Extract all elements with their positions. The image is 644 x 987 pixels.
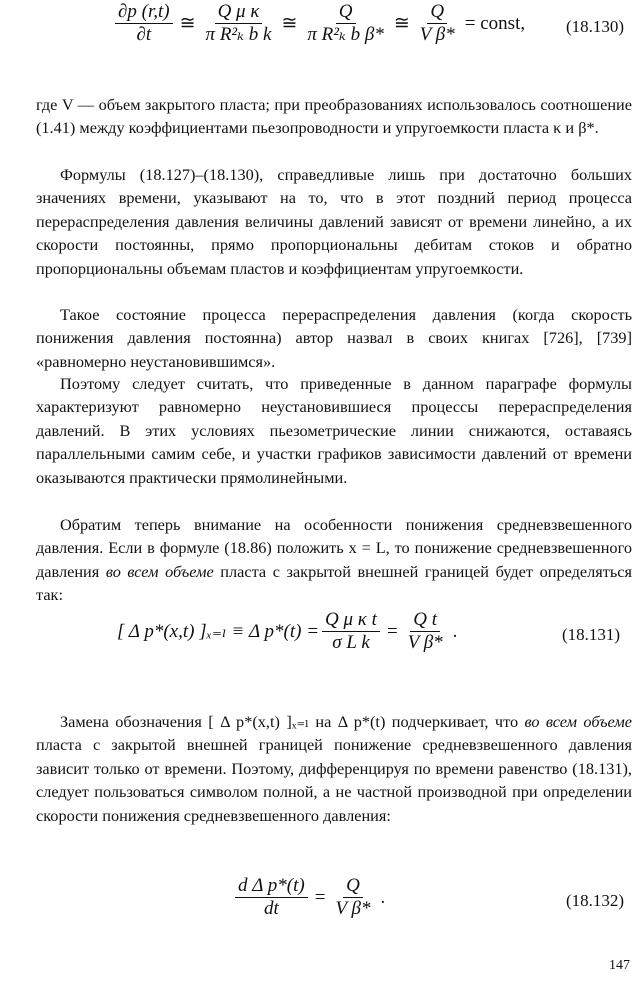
equation-number: (18.131) bbox=[562, 625, 621, 644]
equation-number: (18.130) bbox=[566, 17, 625, 36]
emphasis-text: во всем объеме bbox=[524, 712, 632, 731]
term1-fraction: $\frac{\text{Q μ κ t}}{\text{σ L k}}$ bbox=[322, 610, 380, 653]
equation-18-130 bbox=[0, 0, 644, 60]
paragraph-4: Поэтому следует считать, что приведенные в данном параграфе формулы характеризуют равномерно неустановившиеся процессы перераспределения давлений. В этих условиях пьезометрические линии снижаются, оставаясь параллельными самим себе, и участки графиков зависимости давлений от времени оказываются практически прямолинейными. bbox=[36, 374, 632, 487]
equation-body: $\frac{\partial p (r,t)}{\partial t}$ ≅ $\frac{\text{Q μ κ}}{\text{π R²ₖ b k}}$ ≅ $\frac{Q}{\text{π R²ₖ b β*}}$ ≅ $\frac{Q}{\text{V β*}}$ = const, bbox=[112, 2, 529, 45]
term1-fraction: $\frac{Q}{\text{V β*}}$ bbox=[335, 875, 371, 919]
emphasis-text: во всем объеме bbox=[105, 561, 214, 581]
paragraph-5: Обратим теперь внимание на особенности понижения средневзвешенного давления. Если в формуле (18.86) положить x = L, то понижение средневзвешенного давления во всем объеме пласта с закрытой внешней границей будет определяться так: bbox=[36, 515, 632, 605]
paragraph-1: где V — объем закрытого пласта; при преобразованиях использовалось соотношение (1.41) между коэффициентами пьезопроводности и упругоемкости пласта κ и β*. bbox=[36, 95, 632, 138]
term3-fraction: $\frac{Q}{\text{V β*}}$ bbox=[419, 1, 455, 45]
paragraph-3: Такое состояние процесса перераспределения давления (когда скорость понижения давления постоянна) автор назвал в своих книгах [726], [739] «равномерно неустановившимся». bbox=[36, 305, 632, 371]
equation-body: [ Δ p*(x,t) ]ₓ₌ₗ ≡ Δ p*(t) = $\frac{\text{Q μ κ t}}{\text{σ L k}}$ = $\frac{\text{Q t}}{\text{V β*}}$ . bbox=[117, 609, 458, 653]
equation-number: (18.132) bbox=[566, 891, 625, 910]
equation-body: $\frac{\text{d Δ p*(t)}}{dt}$ = $\frac{Q}{\text{V β*}}$ . bbox=[232, 876, 389, 919]
page-number: 147 bbox=[609, 958, 630, 973]
equation-18-132 bbox=[0, 872, 644, 932]
term1-fraction: $\frac{\text{Q μ κ}}{\text{π R²ₖ b k}}$ bbox=[205, 1, 272, 45]
equation-18-131 bbox=[0, 606, 644, 666]
lhs-fraction: $\frac{\partial p (r,t)}{\partial t}$ bbox=[115, 2, 173, 45]
term2-fraction: $\frac{Q}{\text{π R²ₖ b β*}}$ bbox=[307, 1, 384, 45]
term2-fraction: $\frac{\text{Q t}}{\text{V β*}}$ bbox=[407, 609, 443, 653]
paragraph-6: Замена обозначения [ Δ p*(x,t) ]ₓ₌ₗ на Δ p*(t) подчеркивает, что во всем объеме пласта с закрытой внешней границей понижение средневзвешенного давления зависит только от времени. Поэтому, дифференцируя по времени равенство (18.131), следует пользоваться символом полной, а не частной производной при определении скорости понижения средневзвешенного давления: bbox=[36, 712, 632, 825]
paragraph-2: Формулы (18.127)–(18.130), справедливые лишь при достаточно больших значениях времени, указывают на то, что в этот поздний период процесса перераспределения давления величины давлений зависят от времени линейно, а их скорости постоянны, прямо пропорциональны дебитам стоков и обратно пропорциональны объемам пластов и коэффициентам упругоемкости. bbox=[36, 165, 632, 278]
lhs-fraction: $\frac{\text{d Δ p*(t)}}{dt}$ bbox=[235, 876, 308, 919]
